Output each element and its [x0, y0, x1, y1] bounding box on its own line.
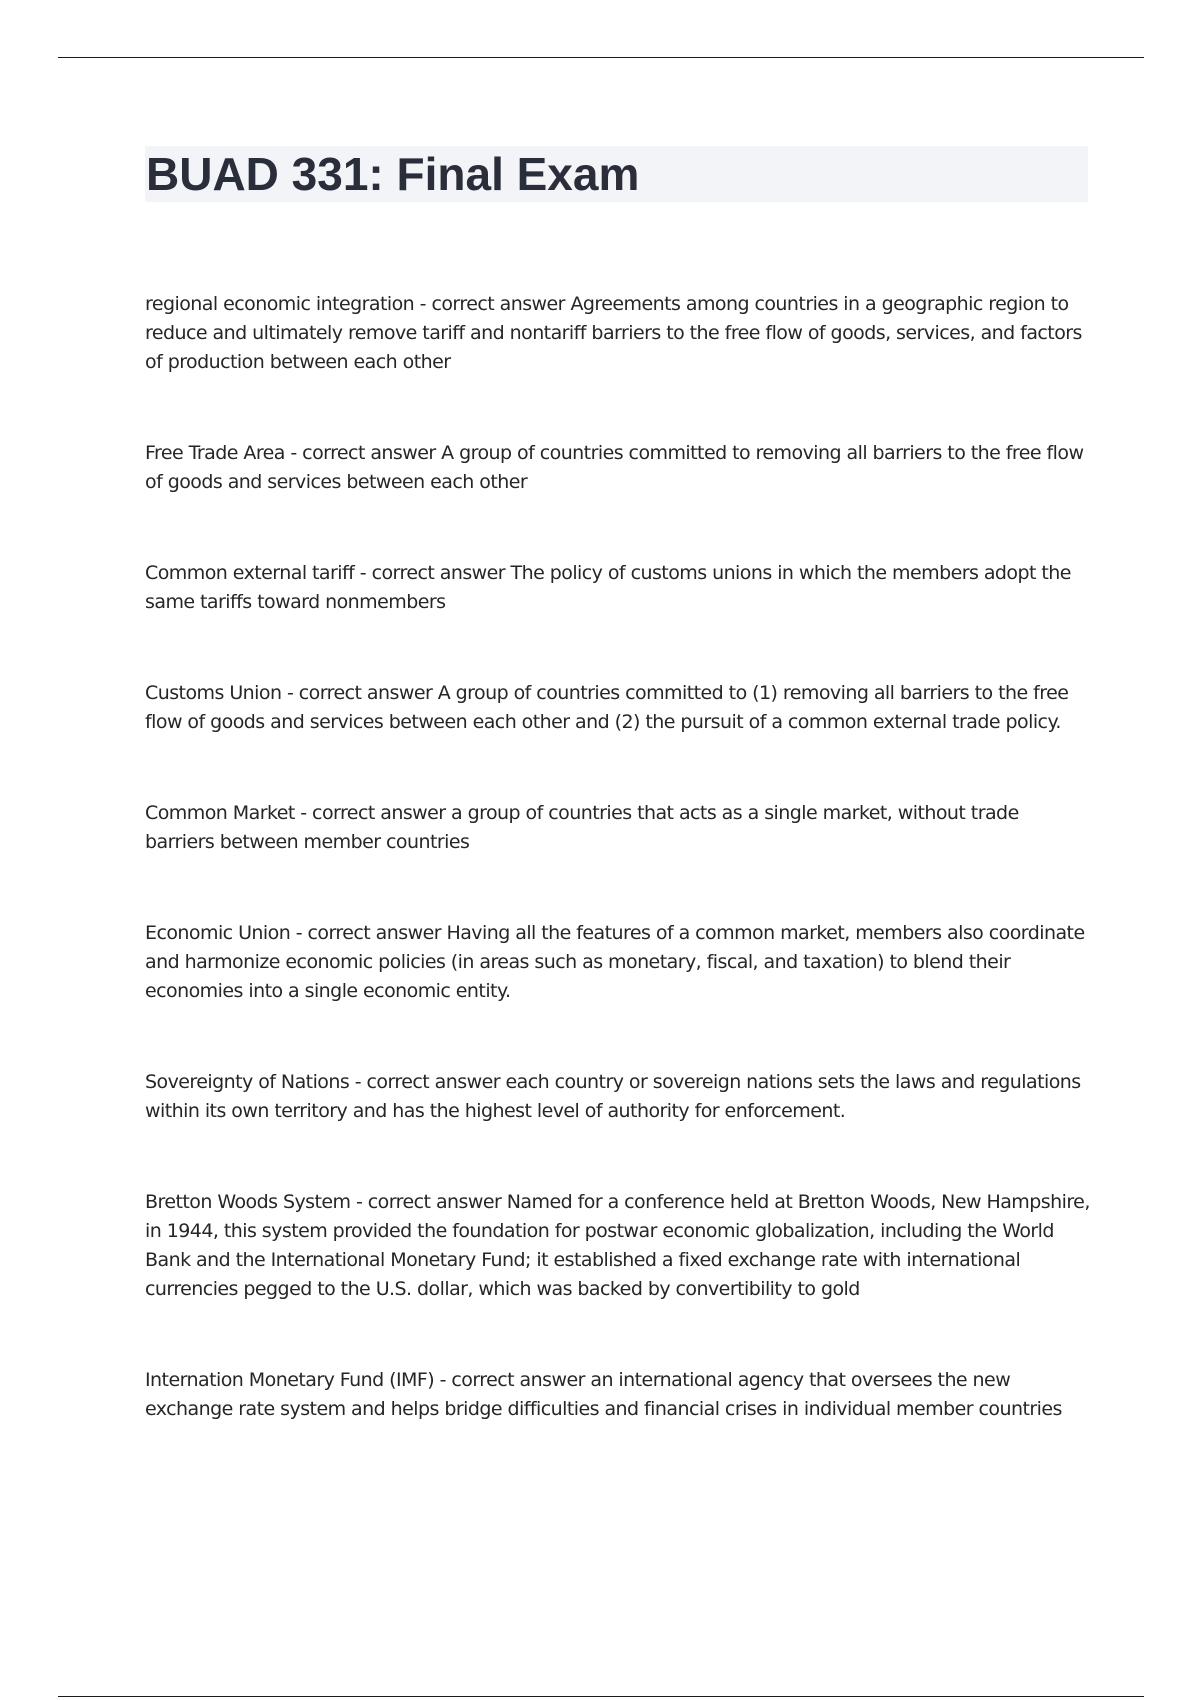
flashcard-entry: regional economic integration - correct answer Agreements among countries in a geographic region to reduce and ultimately remove tariff and nontariff barriers to the free flow of goods, services, and factors of production between each other	[145, 293, 1082, 373]
flashcard-entry: Customs Union - correct answer A group of countries committed to (1) removing all barriers to the free flow of goods and services between each other and (2) the pursuit of a common external trade policy.	[145, 682, 1069, 733]
flashcard-entry: Economic Union - correct answer Having all the features of a common market, members also coordinate and harmonize economic policies (in areas such as monetary, fiscal, and taxation) to blend their economies into a single economic entity.	[145, 922, 1085, 1002]
flashcard-entry: Internation Monetary Fund (IMF) - correct answer an international agency that oversees the new exchange rate system and helps bridge difficulties and financial crises in individual member countries	[145, 1369, 1062, 1420]
top-divider	[58, 57, 1144, 58]
flashcard-entry: Bretton Woods System - correct answer Named for a conference held at Bretton Woods, New Hampshire, in 1944, this system provided the foundation for postwar economic globalization, including the World Bank and the International Monetary Fund; it established a fixed exchange rate with international currencies pegged to the U.S. dollar, which was backed by convertibility to gold	[145, 1191, 1090, 1300]
flashcard-entry: Common external tariff - correct answer The policy of customs unions in which the members adopt the same tariffs toward nonmembers	[145, 562, 1071, 613]
bottom-divider	[58, 1696, 1144, 1697]
flashcard-entry: Sovereignty of Nations - correct answer each country or sovereign nations sets the laws and regulations within its own territory and has the highest level of authority for enforcement.	[145, 1071, 1081, 1122]
page-title: BUAD 331: Final Exam	[146, 148, 640, 200]
flashcard-entry: Common Market - correct answer a group of countries that acts as a single market, without trade barriers between member countries	[145, 802, 1019, 853]
flashcard-entry: Free Trade Area - correct answer A group of countries committed to removing all barriers to the free flow of goods and services between each other	[145, 442, 1084, 493]
flashcard-list	[145, 290, 1090, 1424]
